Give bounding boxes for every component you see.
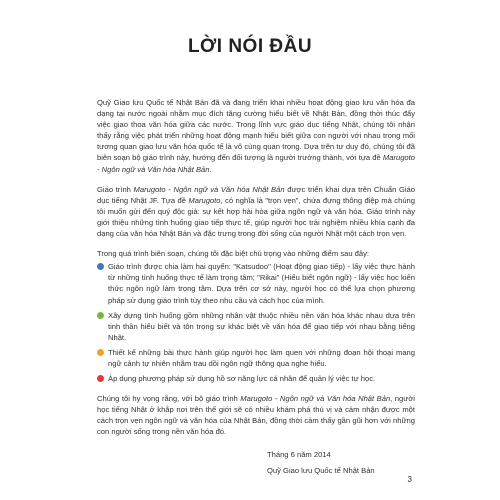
paragraph-2: Giáo trình Marugoto - Ngôn ngữ và Văn hóa Nhật Bản được triển khai dựa trên Chuẩn Giáo dục tiếng Nhật JF. Tựa đề Marugoto, có nghĩa là "trọn vẹn", chứa đựng thông điệp mà chúng tôi muốn gửi đến quý độc giả: sự kết hợp hài hòa giữa ngôn ngữ và văn hóa. Giáo trình này giới thiệu những tình huống giao tiếp thực tế, giúp người học trải nghiệm nhiều khía cạnh đa dạng của văn hóa Nhật Bản và đặc trưng trong đời sống của người Nhật một cách trọn vẹn. — [97, 184, 415, 239]
page-number: 3 — [407, 475, 412, 484]
list-item-text: Xây dựng tình huống gồm những nhân vật thuộc nhiều nền văn hóa khác nhau dựa trên tinh thần hiểu biết và tôn trọng sự khác biệt về văn hóa để giao tiếp với nhau bằng tiếng Nhật. — [108, 310, 415, 342]
signature-block — [267, 447, 415, 479]
key-points-list — [97, 261, 415, 384]
list-item — [97, 373, 415, 384]
list-item — [97, 347, 415, 369]
blue-bullet-icon — [97, 263, 104, 270]
signature-organization: Quỹ Giao lưu Quốc tế Nhật Bản — [267, 465, 375, 475]
intro-line: Trong quá trình biên soạn, chúng tôi đặc biệt chú trọng vào những điểm sau đây: — [97, 249, 370, 259]
list-item-text: Thiết kế những bài thực hành giúp người học làm quen với những đoạn hội thoại mang ngữ cảnh tự nhiên nhằm trau dồi ngôn ngữ thông qua nghe hiểu. — [108, 347, 415, 368]
list-item — [97, 261, 415, 305]
paragraph-1: Quỹ Giao lưu Quốc tế Nhật Bản đã và đang triển khai nhiều hoạt động giao lưu văn hóa đa dạng tại nước ngoài nhằm mục đích tăng cường hiểu biết về Nhật Bản, đồng thời thúc đẩy việc giao thoa văn hóa giữa các nước. Trong lĩnh vực giáo dục tiếng Nhật, chúng tôi nhận thấy rằng việc phát triển những hoạt động mạnh hiểu biết giữa con người với nhau trong mối tương quan giao lưu văn hóa quốc tế là vô cùng quan trọng. Dựa trên tư duy đó, chúng tôi đã biên soạn bộ giáo trình này, hướng đến đối tượng là người trưởng thành, với tựa đề Marugoto - Ngôn ngữ và Văn hóa Nhật Bản. — [97, 98, 415, 174]
orange-bullet-icon — [97, 349, 104, 356]
green-bullet-icon — [97, 312, 104, 319]
page-title: LỜI NÓI ĐẦU — [187, 36, 313, 57]
list-item — [97, 310, 415, 343]
closing-paragraph: Chúng tôi hy vọng rằng, với bộ giáo trình Marugoto - Ngôn ngữ và Văn hóa Nhật Bản, người học tiếng Nhật ở khắp nơi trên thế giới sẽ có nhiều khám phá thú vị và cảm nhận được một cách trọn vẹn ngôn ngữ và văn hóa của Nhật Bản, đồng thời cảm thấy gần gũi hơn với những con người sống trong nền văn hóa đó. — [97, 394, 415, 437]
body-content — [97, 97, 415, 479]
signature-date: Tháng 6 năm 2014 — [267, 449, 331, 459]
red-bullet-icon — [97, 375, 104, 382]
list-item-text: Giáo trình được chia làm hai quyển: "Katsudoo" (Hoạt động giao tiếp) - lấy việc thực hành từ những tình huống thực tế làm trọng tâm; "Rikai" (Hiểu biết ngôn ngữ) - lấy việc học kiến thức ngôn ngữ làm trọng tâm. Dựa trên cơ sở này, người học có thể lựa chọn phương pháp sử dụng giáo trình tùy theo nhu cầu và cách học của mình. — [108, 262, 415, 305]
list-item-text: Áp dụng phương pháp sử dụng hồ sơ năng lực cá nhân để quản lý việc tự học. — [108, 374, 376, 384]
